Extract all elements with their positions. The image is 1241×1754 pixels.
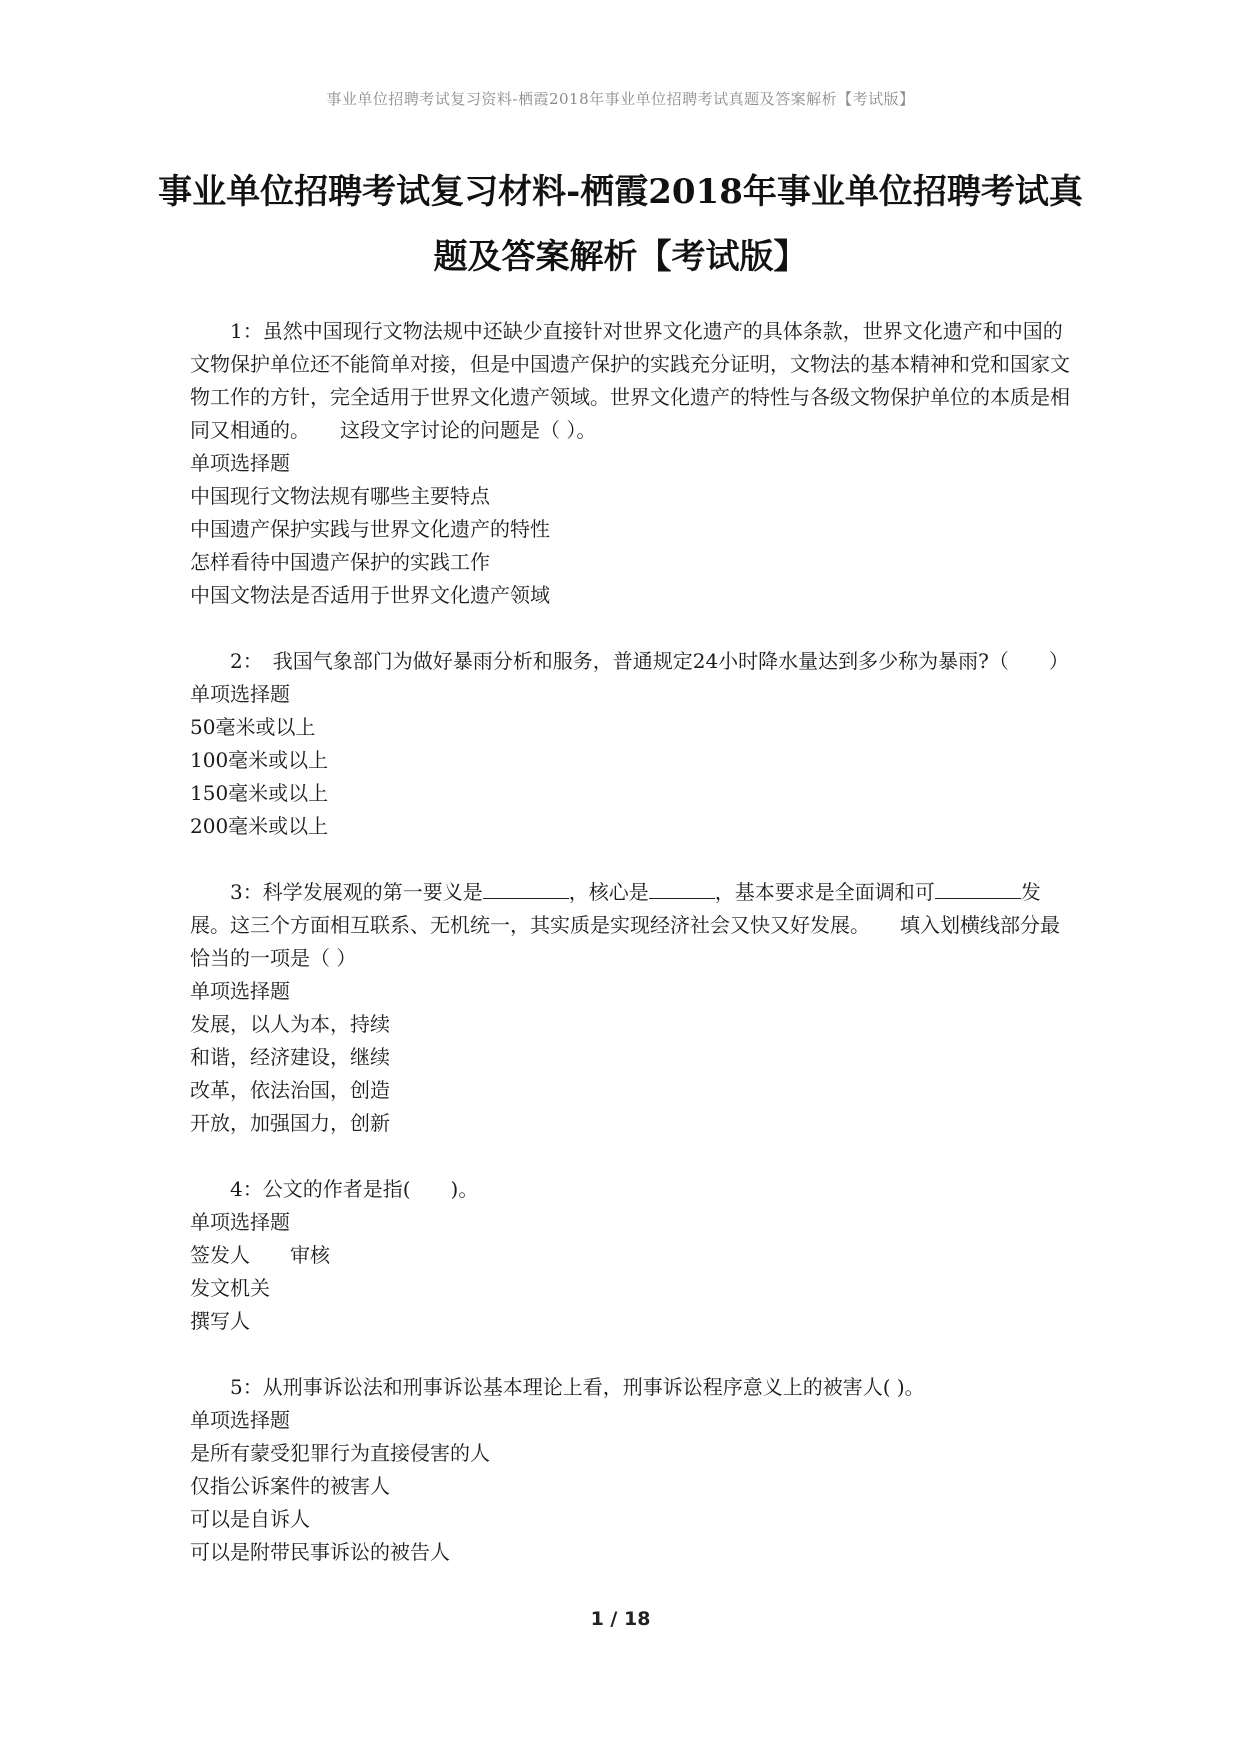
question-type: 单项选择题 [190,1408,290,1432]
page-number: 1 / 18 [590,1608,651,1630]
question-type: 单项选择题 [190,979,290,1003]
question-5 [190,1371,1070,1569]
option-d: 200毫米或以上 [190,814,329,838]
option-a: 50毫米或以上 [190,715,316,739]
option-a: 签发人 审核 [190,1243,330,1267]
question-stem: 2： 我国气象部门为做好暴雨分析和服务，普通规定24小时降水量达到多少称为暴雨?（ ） [230,649,1069,673]
stem-part: 3：科学发展观的第一要义是 [230,880,483,904]
option-b: 和谐，经济建设，继续 [190,1045,390,1069]
running-header: 事业单位招聘考试复习资料-栖霞2018年事业单位招聘考试真题及答案解析【考试版】 [326,90,915,108]
option-c: 可以是自诉人 [190,1507,310,1531]
stem-part: ，基本要求是全面调和可 [714,880,935,904]
question-type: 单项选择题 [190,682,290,706]
option-a: 发展，以人为本，持续 [190,1012,390,1036]
question-1 [190,315,1070,612]
option-c: 改革，依法治国，创造 [190,1078,390,1102]
fill-blank [649,876,715,899]
option-c: 怎样看待中国遗产保护的实践工作 [190,550,490,574]
question-list [190,315,1070,1602]
option-b: 100毫米或以上 [190,748,329,772]
question-3 [190,876,1070,1140]
question-stem: 4：公文的作者是指( )。 [230,1177,479,1201]
question-type: 单项选择题 [190,451,290,475]
document-title: 事业单位招聘考试复习材料-栖霞2018年事业单位招聘考试真题及答案解析【考试版】 [158,172,1083,277]
option-c: 撰写人 [190,1309,250,1333]
question-4 [190,1173,1070,1338]
question-2 [190,645,1070,843]
fill-blank [483,876,569,899]
question-type: 单项选择题 [190,1210,290,1234]
option-a: 是所有蒙受犯罪行为直接侵害的人 [190,1441,490,1465]
option-a: 中国现行文物法规有哪些主要特点 [190,484,490,508]
fill-blank [935,876,1021,899]
option-b: 发文机关 [190,1276,270,1300]
option-d: 可以是附带民事诉讼的被告人 [190,1540,450,1564]
question-stem [190,876,1070,975]
stem-part: 发展。这三个方面相互联系、无机统一，其实质是实现经济社会又快又好发展。 填入划横线部分最恰当的一项是（ ） [190,880,1060,970]
option-d: 中国文物法是否适用于世界文化遗产领域 [190,583,550,607]
option-d: 开放，加强国力，创新 [190,1111,390,1135]
option-b: 中国遗产保护实践与世界文化遗产的特性 [190,517,550,541]
question-stem: 1：虽然中国现行文物法规中还缺少直接针对世界文化遗产的具体条款，世界文化遗产和中国的文物保护单位还不能简单对接，但是中国遗产保护的实践充分证明，文物法的基本精神和党和国家文物工作的方针，完全适用于世界文化遗产领域。世界文化遗产的特性与各级文物保护单位的本质是相同又相通的。 这段文字讨论的问题是（ ）。 [190,319,1070,442]
option-b: 仅指公诉案件的被害人 [190,1474,390,1498]
stem-part: ，核心是 [568,880,649,904]
question-stem: 5：从刑事诉讼法和刑事诉讼基本理论上看，刑事诉讼程序意义上的被害人( )。 [230,1375,925,1399]
option-c: 150毫米或以上 [190,781,329,805]
